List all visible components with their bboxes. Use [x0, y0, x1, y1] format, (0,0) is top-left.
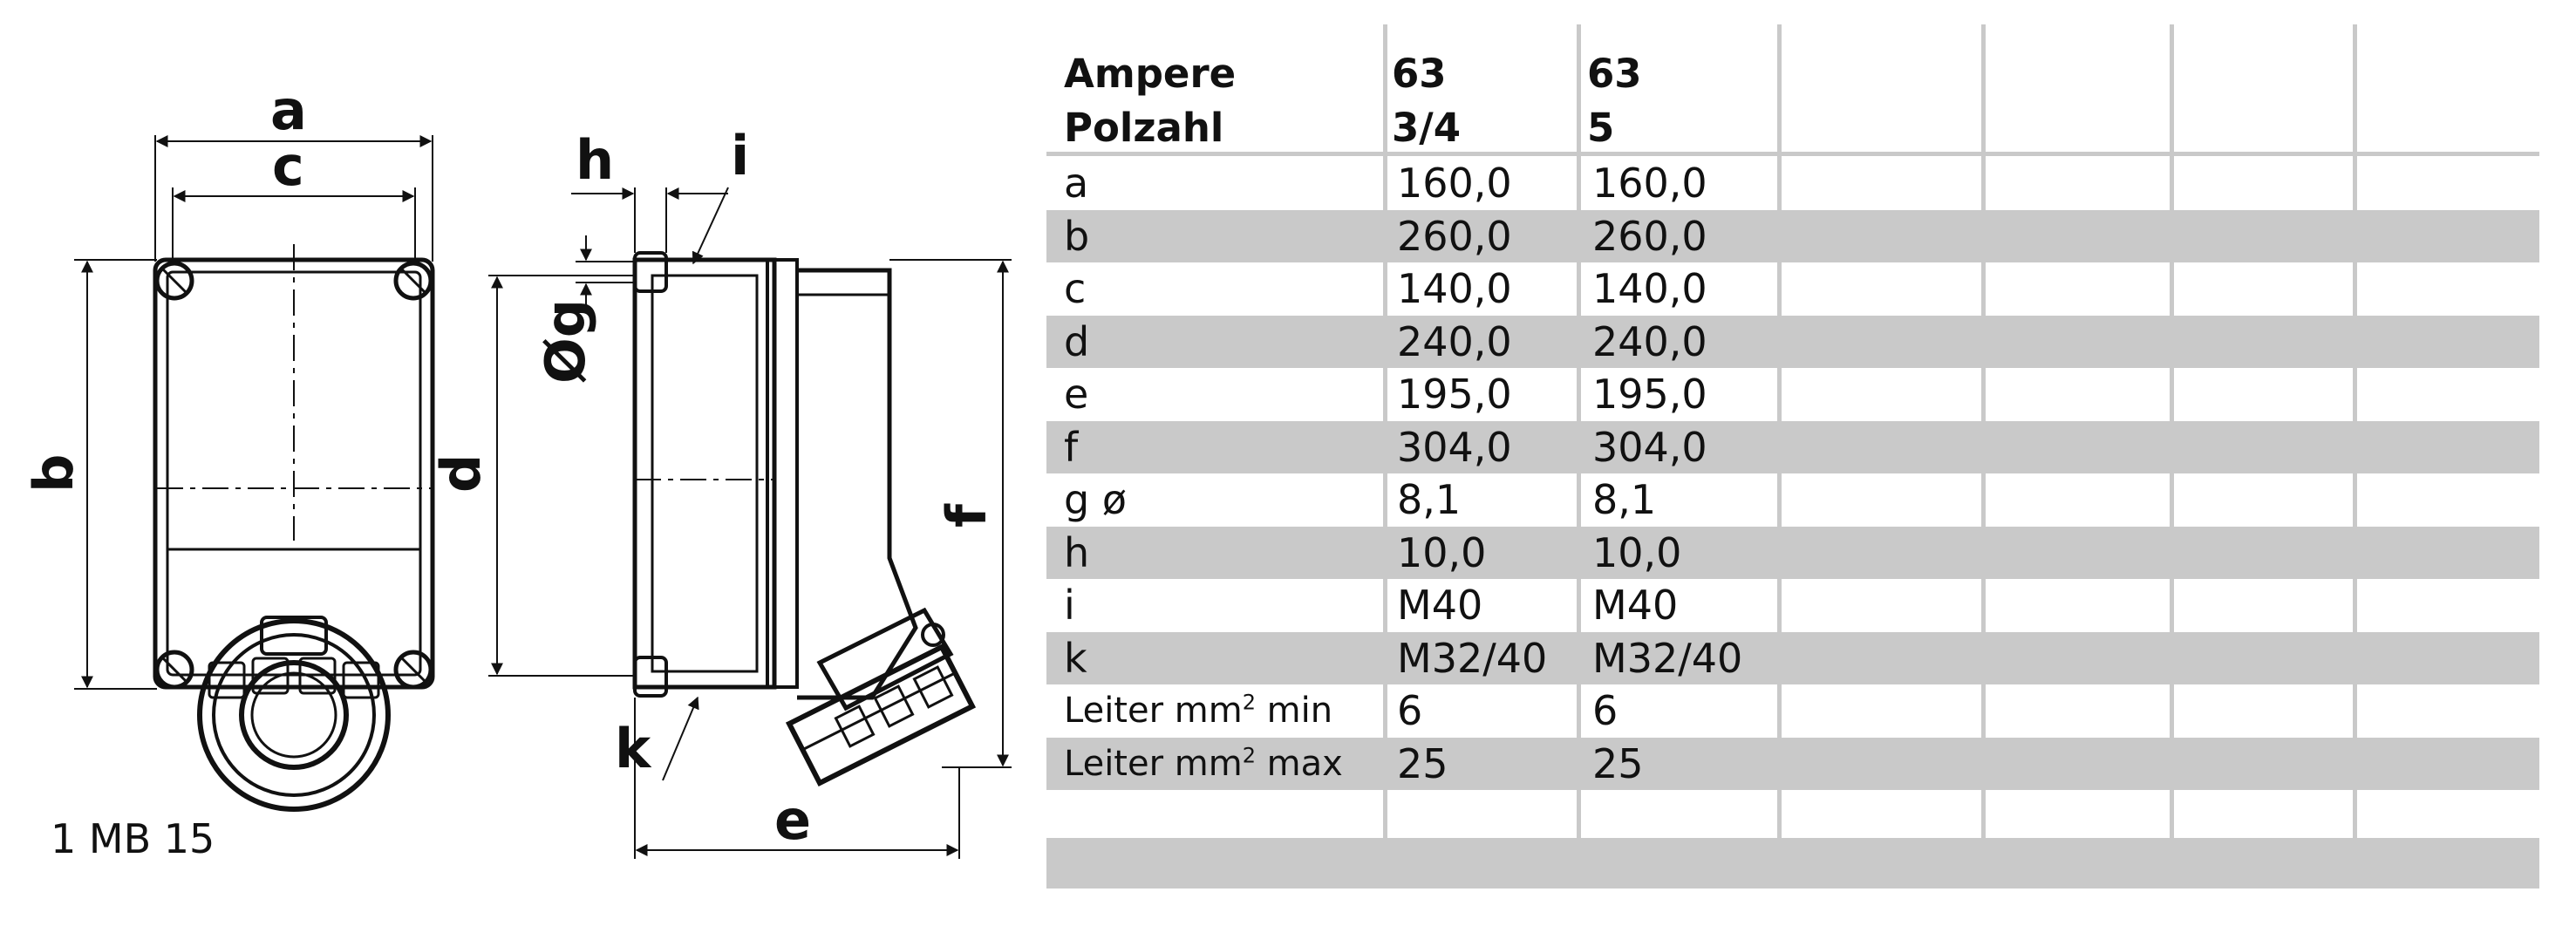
dimension-h: [571, 187, 728, 253]
row-value: 240,0: [1397, 317, 1512, 365]
header-polzahl-label: Polzahl: [1064, 105, 1224, 151]
row-value: 10,0: [1397, 528, 1487, 576]
model-number: 1 MB 15: [51, 815, 215, 862]
column-divider: [1777, 24, 1782, 889]
row-value: 195,0: [1592, 371, 1707, 418]
leader-i: [693, 187, 728, 263]
technical-drawing: [0, 0, 1046, 926]
column-divider: [1383, 24, 1387, 889]
row-shading: [1046, 316, 2539, 369]
spec-table: [1046, 0, 2576, 926]
column-divider: [2170, 24, 2174, 889]
row-shading: [1046, 632, 2539, 685]
row-value: 10,0: [1592, 528, 1682, 576]
dim-label-e: e: [774, 788, 812, 852]
screw-bottom-right: [396, 652, 431, 687]
row-shading: [1046, 421, 2539, 474]
row-shading: [1046, 210, 2539, 263]
header-separator: [1046, 152, 2539, 156]
row-label: Leiter $mm^2$ min: [1064, 690, 1333, 731]
screw-top-right: [396, 263, 431, 298]
row-label: e: [1064, 371, 1089, 418]
dim-label-b: b: [22, 453, 85, 493]
dim-label-d: d: [429, 453, 493, 493]
row-value: 25: [1592, 739, 1644, 787]
row-value: 260,0: [1397, 212, 1512, 260]
row-value: 6: [1397, 687, 1423, 734]
row-value: 25: [1397, 739, 1448, 787]
dim-label-g: Øg: [534, 298, 597, 384]
row-label: f: [1064, 423, 1079, 471]
row-label: Leiter $mm^2$ max: [1064, 743, 1343, 784]
screw-top-left: [157, 263, 192, 298]
header-polzahl-col1: 3/4: [1392, 105, 1462, 151]
header-polzahl-col2: 5: [1587, 105, 1615, 151]
row-value: M32/40: [1397, 634, 1548, 682]
row-value: M32/40: [1592, 634, 1743, 682]
row-label: d: [1064, 317, 1090, 365]
header-ampere-label: Ampere: [1064, 51, 1237, 97]
superscript: 2: [1242, 690, 1256, 715]
row-label: a: [1064, 160, 1089, 207]
column-divider: [2353, 24, 2357, 889]
row-value: 140,0: [1592, 265, 1707, 312]
column-divider: [1577, 24, 1581, 889]
dimension-b: [74, 260, 157, 689]
row-value: M40: [1397, 582, 1483, 629]
row-shading: [1046, 527, 2539, 580]
row-value: 260,0: [1592, 212, 1707, 260]
header-ampere-col2: 63: [1587, 51, 1642, 97]
row-value: 8,1: [1592, 476, 1657, 523]
row-label: h: [1064, 528, 1090, 576]
dim-label-k: k: [615, 717, 651, 780]
row-label: c: [1064, 265, 1087, 312]
side-view: [635, 253, 972, 783]
row-value: 195,0: [1397, 371, 1512, 418]
front-view: [155, 244, 433, 809]
row-label: b: [1064, 212, 1090, 260]
dim-label-i: i: [731, 124, 750, 187]
row-value: 8,1: [1397, 476, 1462, 523]
row-value: 160,0: [1397, 160, 1512, 207]
superscript: 2: [1242, 743, 1256, 768]
socket-front: [200, 617, 388, 809]
row-value: 6: [1592, 687, 1619, 734]
row-label: g ø: [1064, 476, 1127, 523]
dimension-g: [576, 235, 635, 310]
row-value: M40: [1592, 582, 1679, 629]
header-ampere-col1: 63: [1392, 51, 1447, 97]
row-value: 304,0: [1592, 423, 1707, 471]
dim-label-h: h: [576, 128, 615, 192]
dim-label-a: a: [270, 78, 307, 142]
row-label: k: [1064, 634, 1087, 682]
row-value: 140,0: [1397, 265, 1512, 312]
column-divider: [1981, 24, 1986, 889]
row-value: 304,0: [1397, 423, 1512, 471]
row-value: 160,0: [1592, 160, 1707, 207]
row-value: 240,0: [1592, 317, 1707, 365]
leader-k: [663, 698, 698, 780]
dim-label-f: f: [935, 504, 998, 528]
row-label: i: [1064, 582, 1075, 629]
dim-label-c: c: [272, 134, 304, 198]
empty-row-shading: [1046, 838, 2539, 889]
screw-bottom-left: [157, 652, 192, 687]
